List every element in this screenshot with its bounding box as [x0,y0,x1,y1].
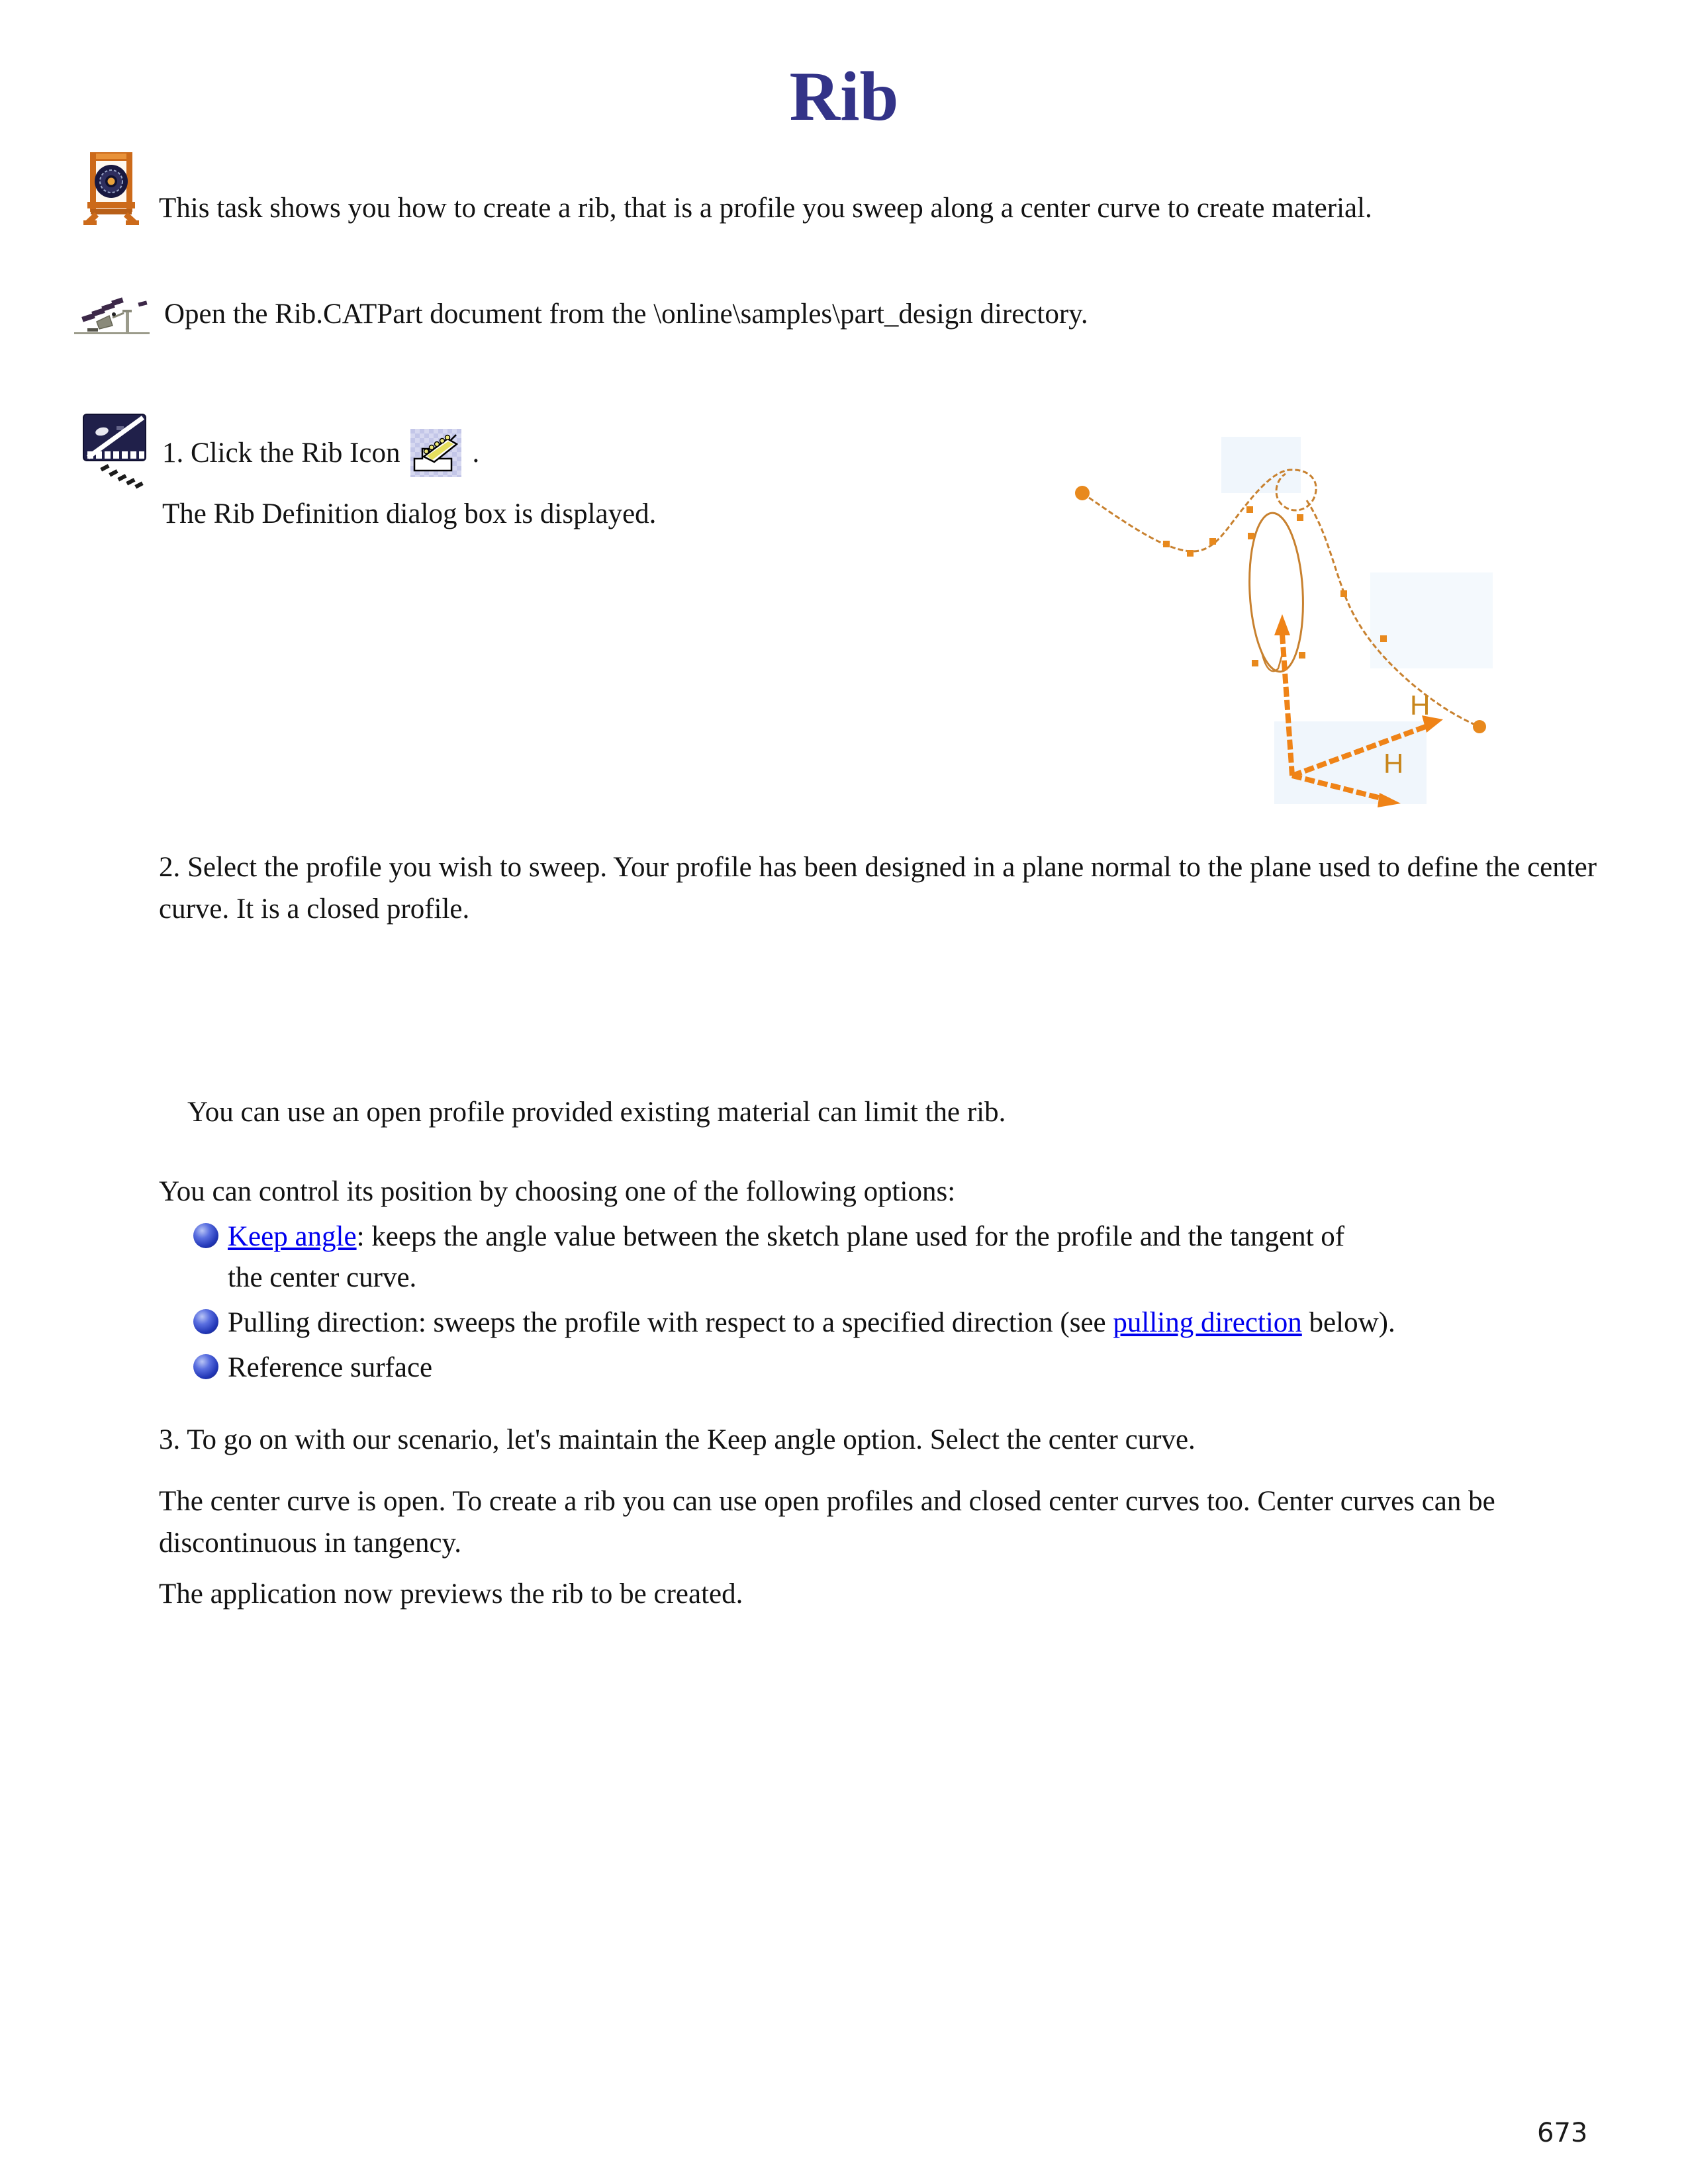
intro-paragraph: This task shows you how to create a rib, that is a profile you sweep along a center curve to create material. [159,193,1372,224]
pulling-direction-before: Pulling direction: sweeps the profile with respect to a specified direction (see [228,1307,1113,1338]
open-instruction: Open the Rib.CATPart document from the \online\samples\part_design directory. [164,298,1088,330]
rib-definition-note: The Rib Definition dialog box is displayed. [162,498,657,529]
open-profile-tip: You can use an open profile provided existing material can limit the rib. [187,1097,1006,1128]
step1-text: 1. Click the Rib Icon [162,437,400,469]
option-keep-angle-text [228,1216,1380,1298]
center-curve-diagram [1053,437,1509,811]
h-label-upper: H [1410,690,1430,721]
step1-period: . [472,437,480,469]
sphere-bullet-icon [193,1309,218,1334]
task-target-icon [83,151,139,228]
pulling-direction-rest: below). [1301,1307,1395,1338]
page-title: Rib [789,58,899,135]
keep-angle-link[interactable]: Keep angle [228,1221,357,1252]
open-document-icon [74,286,152,343]
curve-endpoint-right [1473,720,1486,733]
options-intro: You can control its position by choosing one of the following options: [159,1176,956,1207]
step2-paragraph: 2. Select the profile you wish to sweep. Your profile has been designed in a plane normal to the plane used to define the center curve. It is a closed profile. [159,852,1597,925]
page-number: 673 [1537,2118,1588,2148]
curve-endpoint-left [1075,486,1090,500]
pulling-direction-link[interactable]: pulling direction [1113,1307,1302,1338]
keep-angle-rest: : keeps the angle value between the sketch plane used for the profile and the tangent of the center curve. [228,1221,1345,1293]
sphere-bullet-icon [193,1223,218,1248]
step3-paragraph: 3. To go on with our scenario, let's maintain the Keep angle option. Select the center curve. [159,1424,1196,1455]
center-curve-note: The center curve is open. To create a rib you can use open profiles and closed center curves too. Center curves can be discontinuous in tangency. [159,1486,1495,1559]
step1-row [162,429,479,477]
h-label-lower: H [1383,748,1404,779]
curve-control-points [1163,506,1387,666]
option-keep-angle [193,1216,1558,1298]
option-pulling-direction-text [228,1302,1558,1343]
option-pulling-direction [193,1302,1558,1343]
sphere-bullet-icon [193,1354,218,1379]
scenario-icon [82,413,150,493]
options-list [193,1216,1558,1392]
option-reference-surface [193,1347,1558,1388]
preview-note: The application now previews the rib to be created. [159,1578,743,1610]
rib-tool-icon[interactable] [410,429,461,477]
profile-oval [1246,512,1307,673]
option-reference-surface-text: Reference surface [228,1352,433,1383]
